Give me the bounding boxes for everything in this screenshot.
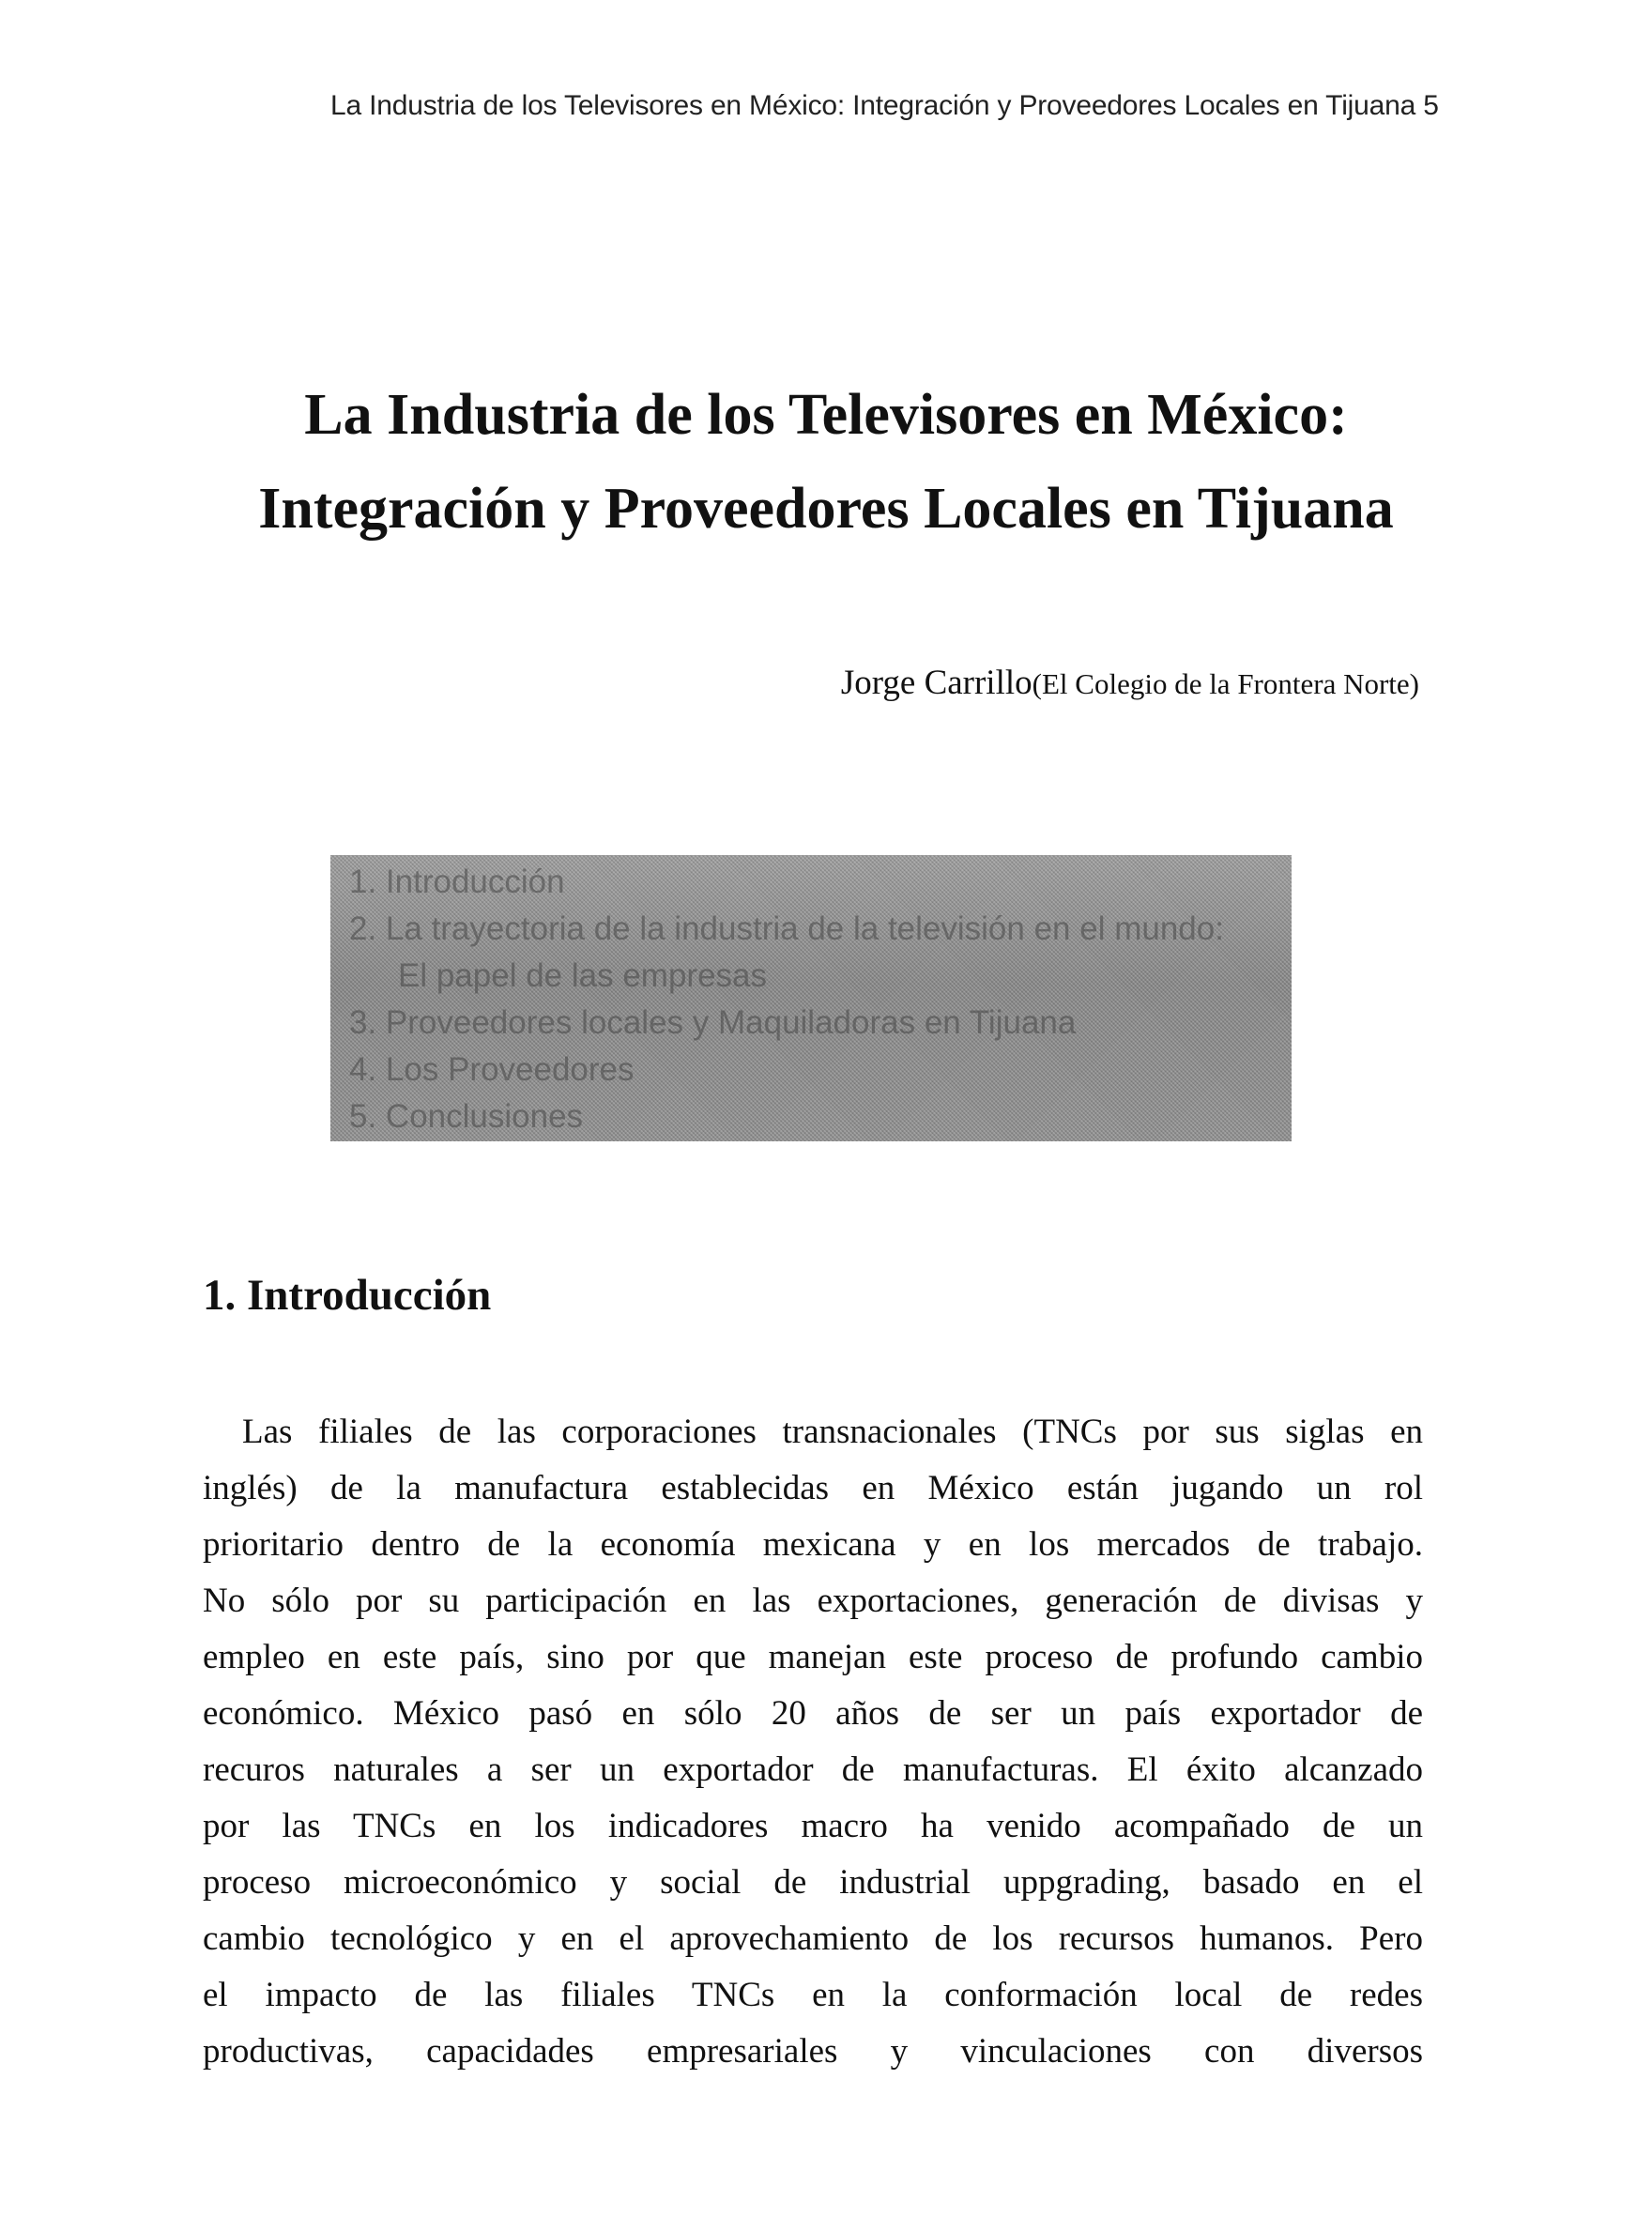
paragraph-line: empleo en este país, sino por que manejan este proceso de profundo cambio xyxy=(203,1638,1423,1676)
paragraph-line: el impacto de las filiales TNCs en la conformación local de redes xyxy=(203,1976,1423,2014)
document-title xyxy=(188,368,1464,556)
toc-item: 2. La trayectoria de la industria de la televisión en el mundo: xyxy=(349,910,1224,947)
author-affiliation: (El Colegio de la Frontera Norte) xyxy=(1032,667,1419,700)
paragraph-line: No sólo por su participación en las exportaciones, generación de divisas y xyxy=(203,1582,1423,1620)
running-header: La Industria de los Televisores en México: Integración y Proveedores Locales en Tijuana 5 xyxy=(330,90,1439,121)
paragraph-line: inglés) de la manufactura establecidas en México están jugando un rol xyxy=(203,1469,1423,1507)
paragraph-line: productivas, capacidades empresariales y vinculaciones con diversos xyxy=(203,2032,1423,2071)
paragraph-line: proceso microeconómico y social de industrial uppgrading, basado en el xyxy=(203,1863,1423,1902)
paragraph-line: cambio tecnológico y en el aprovechamiento de los recursos humanos. Pero xyxy=(203,1919,1423,1958)
section-heading: 1. Introducción xyxy=(203,1271,492,1320)
toc-item: 3. Proveedores locales y Maquiladoras en Tijuana xyxy=(349,1004,1077,1041)
table-of-contents-box xyxy=(330,855,1292,1141)
toc-item: 4. Los Proveedores xyxy=(349,1051,635,1088)
paragraph-line: prioritario dentro de la economía mexicana y en los mercados de trabajo. xyxy=(203,1525,1423,1564)
author-name: Jorge Carrillo xyxy=(840,664,1032,702)
toc-item: 5. Conclusiones xyxy=(349,1098,584,1135)
toc-list xyxy=(349,859,1292,1140)
toc-item: 1. Introducción xyxy=(349,864,565,900)
title-line-1: La Industria de los Televisores en México: xyxy=(304,383,1348,447)
paragraph-line: Las filiales de las corporaciones transnacionales (TNCs por sus siglas en xyxy=(242,1413,1423,1451)
body-paragraph xyxy=(203,1404,1423,2080)
toc-item: El papel de las empresas xyxy=(398,957,767,994)
paragraph-line: por las TNCs en los indicadores macro ha venido acompañado de un xyxy=(203,1807,1423,1845)
paragraph-line: recuros naturales a ser un exportador de manufacturas. El éxito alcanzado xyxy=(203,1750,1423,1789)
author-line xyxy=(841,663,1419,703)
paragraph-line: económico. México pasó en sólo 20 años de ser un país exportador de xyxy=(203,1694,1423,1733)
title-line-2: Integración y Proveedores Locales en Tijuana xyxy=(258,477,1394,541)
